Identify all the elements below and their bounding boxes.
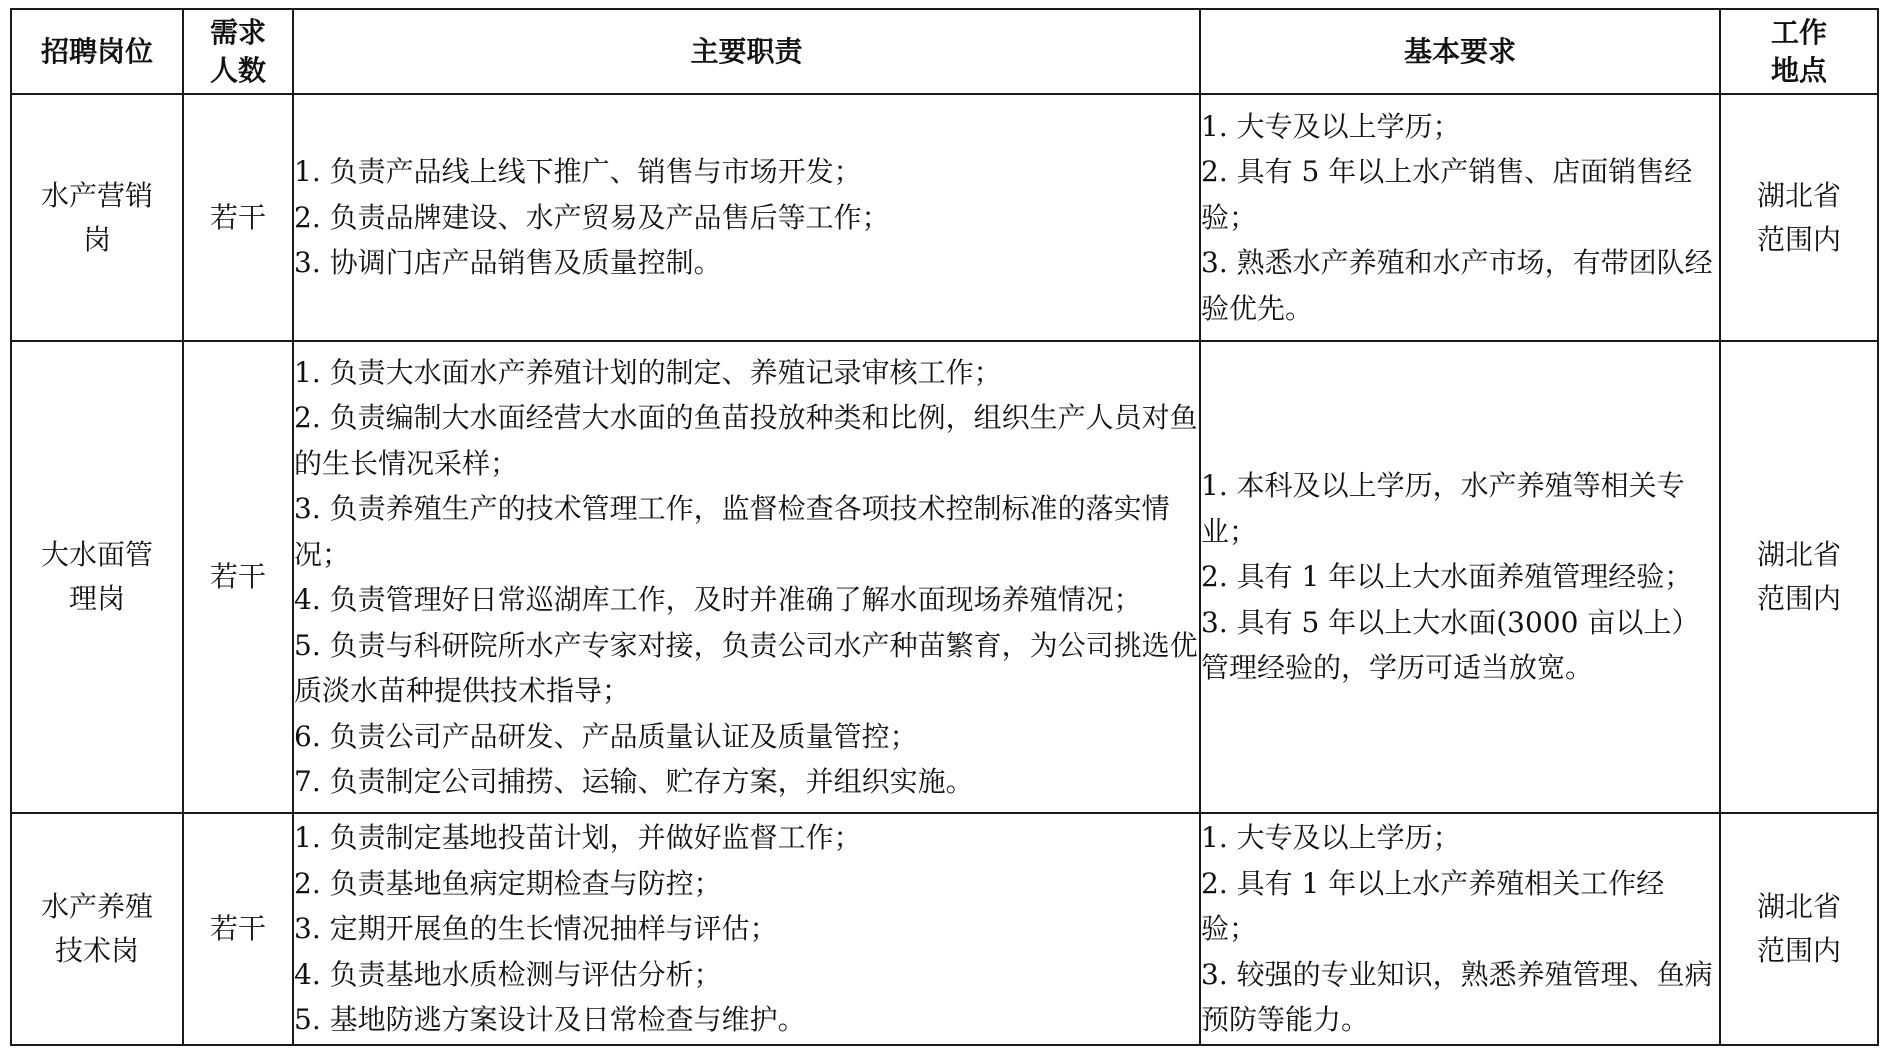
requirement-item: 3. 较强的专业知识，熟悉养殖管理、鱼病预防等能力。: [1201, 957, 1713, 1037]
duty-item: 2. 负责品牌建设、水产贸易及产品售后等工作；: [294, 200, 890, 234]
duty-item: 6. 负责公司产品研发、产品质量认证及质量管控；: [294, 719, 918, 753]
post-name: 水产养殖技术岗: [40, 890, 153, 967]
requirement-item: 2. 具有 5 年以上水产销售、店面销售经验；: [1201, 155, 1693, 234]
duty-item: 1. 负责大水面水产养殖计划的制定、养殖记录审核工作；: [294, 355, 1002, 389]
duty-item: 3. 定期开展鱼的生长情况抽样与评估；: [294, 912, 778, 946]
location-name: 湖北省范围内: [1756, 538, 1841, 615]
requirement-item: 1. 大专及以上学历；: [1201, 821, 1461, 855]
recruitment-table: [10, 8, 1879, 1046]
header-requirements: 基本要求: [1200, 9, 1720, 94]
count-cell: 若干: [183, 813, 293, 1045]
duty-item: 3. 负责养殖生产的技术管理工作，监督检查各项技术控制标准的落实情况；: [294, 492, 1170, 571]
requirement-item: 1. 大专及以上学历；: [1201, 109, 1461, 143]
requirement-item: 2. 具有 1 年以上水产养殖相关工作经验；: [1201, 866, 1665, 946]
location-name: 湖北省范围内: [1756, 890, 1841, 967]
post-name: 大水面管理岗: [40, 538, 153, 615]
post-cell: [11, 341, 183, 813]
location-name: 湖北省范围内: [1756, 178, 1841, 256]
requirements-cell: [1200, 94, 1720, 341]
count-cell: 若干: [183, 94, 293, 341]
duty-item: 4. 负责基地水质检测与评估分析；: [294, 957, 722, 991]
duty-item: 4. 负责管理好日常巡湖库工作，及时并准确了解水面现场养殖情况；: [294, 583, 1142, 616]
duty-item: 1. 负责产品线上线下推广、销售与市场开发；: [294, 155, 862, 189]
location-cell: [1720, 813, 1878, 1045]
requirement-item: 1. 本科及以上学历，水产养殖等相关专业；: [1201, 469, 1685, 548]
duty-item: 3. 协调门店产品销售及质量控制。: [294, 246, 722, 280]
requirements-cell: [1200, 341, 1720, 813]
duty-item: 2. 负责基地鱼病定期检查与防控；: [294, 866, 722, 900]
location-cell: [1720, 94, 1878, 341]
requirement-item: 2. 具有 1 年以上大水面养殖管理经验；: [1201, 560, 1693, 594]
header-duties: 主要职责: [293, 9, 1200, 94]
header-location: [1720, 9, 1878, 94]
duty-item: 2. 负责编制大水面经营大水面的鱼苗投放种类和比例，组织生产人员对鱼的生长情况采样；: [294, 401, 1198, 480]
table-row: [11, 94, 1878, 341]
header-location-text: 工作地点: [1770, 15, 1827, 87]
table-row: [11, 341, 1878, 813]
duties-cell: [293, 94, 1200, 341]
table-row: [11, 813, 1878, 1045]
table-header-row: [11, 9, 1878, 94]
post-cell: [11, 94, 183, 341]
duties-cell: [293, 813, 1200, 1045]
location-cell: [1720, 341, 1878, 813]
post-cell: [11, 813, 183, 1045]
post-name: 水产营销岗: [40, 178, 153, 256]
header-post: 招聘岗位: [11, 9, 183, 94]
duty-item: 7. 负责制定公司捕捞、运输、贮存方案，并组织实施。: [294, 765, 974, 798]
requirements-cell: [1200, 813, 1720, 1045]
duty-item: 5. 基地防逃方案设计及日常检查与维护。: [294, 1003, 806, 1037]
duties-cell: [293, 341, 1200, 813]
duty-item: 1. 负责制定基地投苗计划，并做好监督工作；: [294, 821, 862, 855]
requirement-item: 3. 具有 5 年以上大水面(3000 亩以上）管理经验的，学历可适当放宽。: [1201, 605, 1700, 685]
duty-item: 5. 负责与科研院所水产专家对接，负责公司水产种苗繁育，为公司挑选优质淡水苗种提供技术指导；: [294, 628, 1198, 707]
header-count-text: 需求人数: [209, 15, 266, 87]
header-count: [183, 9, 293, 94]
count-cell: 若干: [183, 341, 293, 813]
requirement-item: 3. 熟悉水产养殖和水产市场，有带团队经验优先。: [1201, 246, 1713, 325]
